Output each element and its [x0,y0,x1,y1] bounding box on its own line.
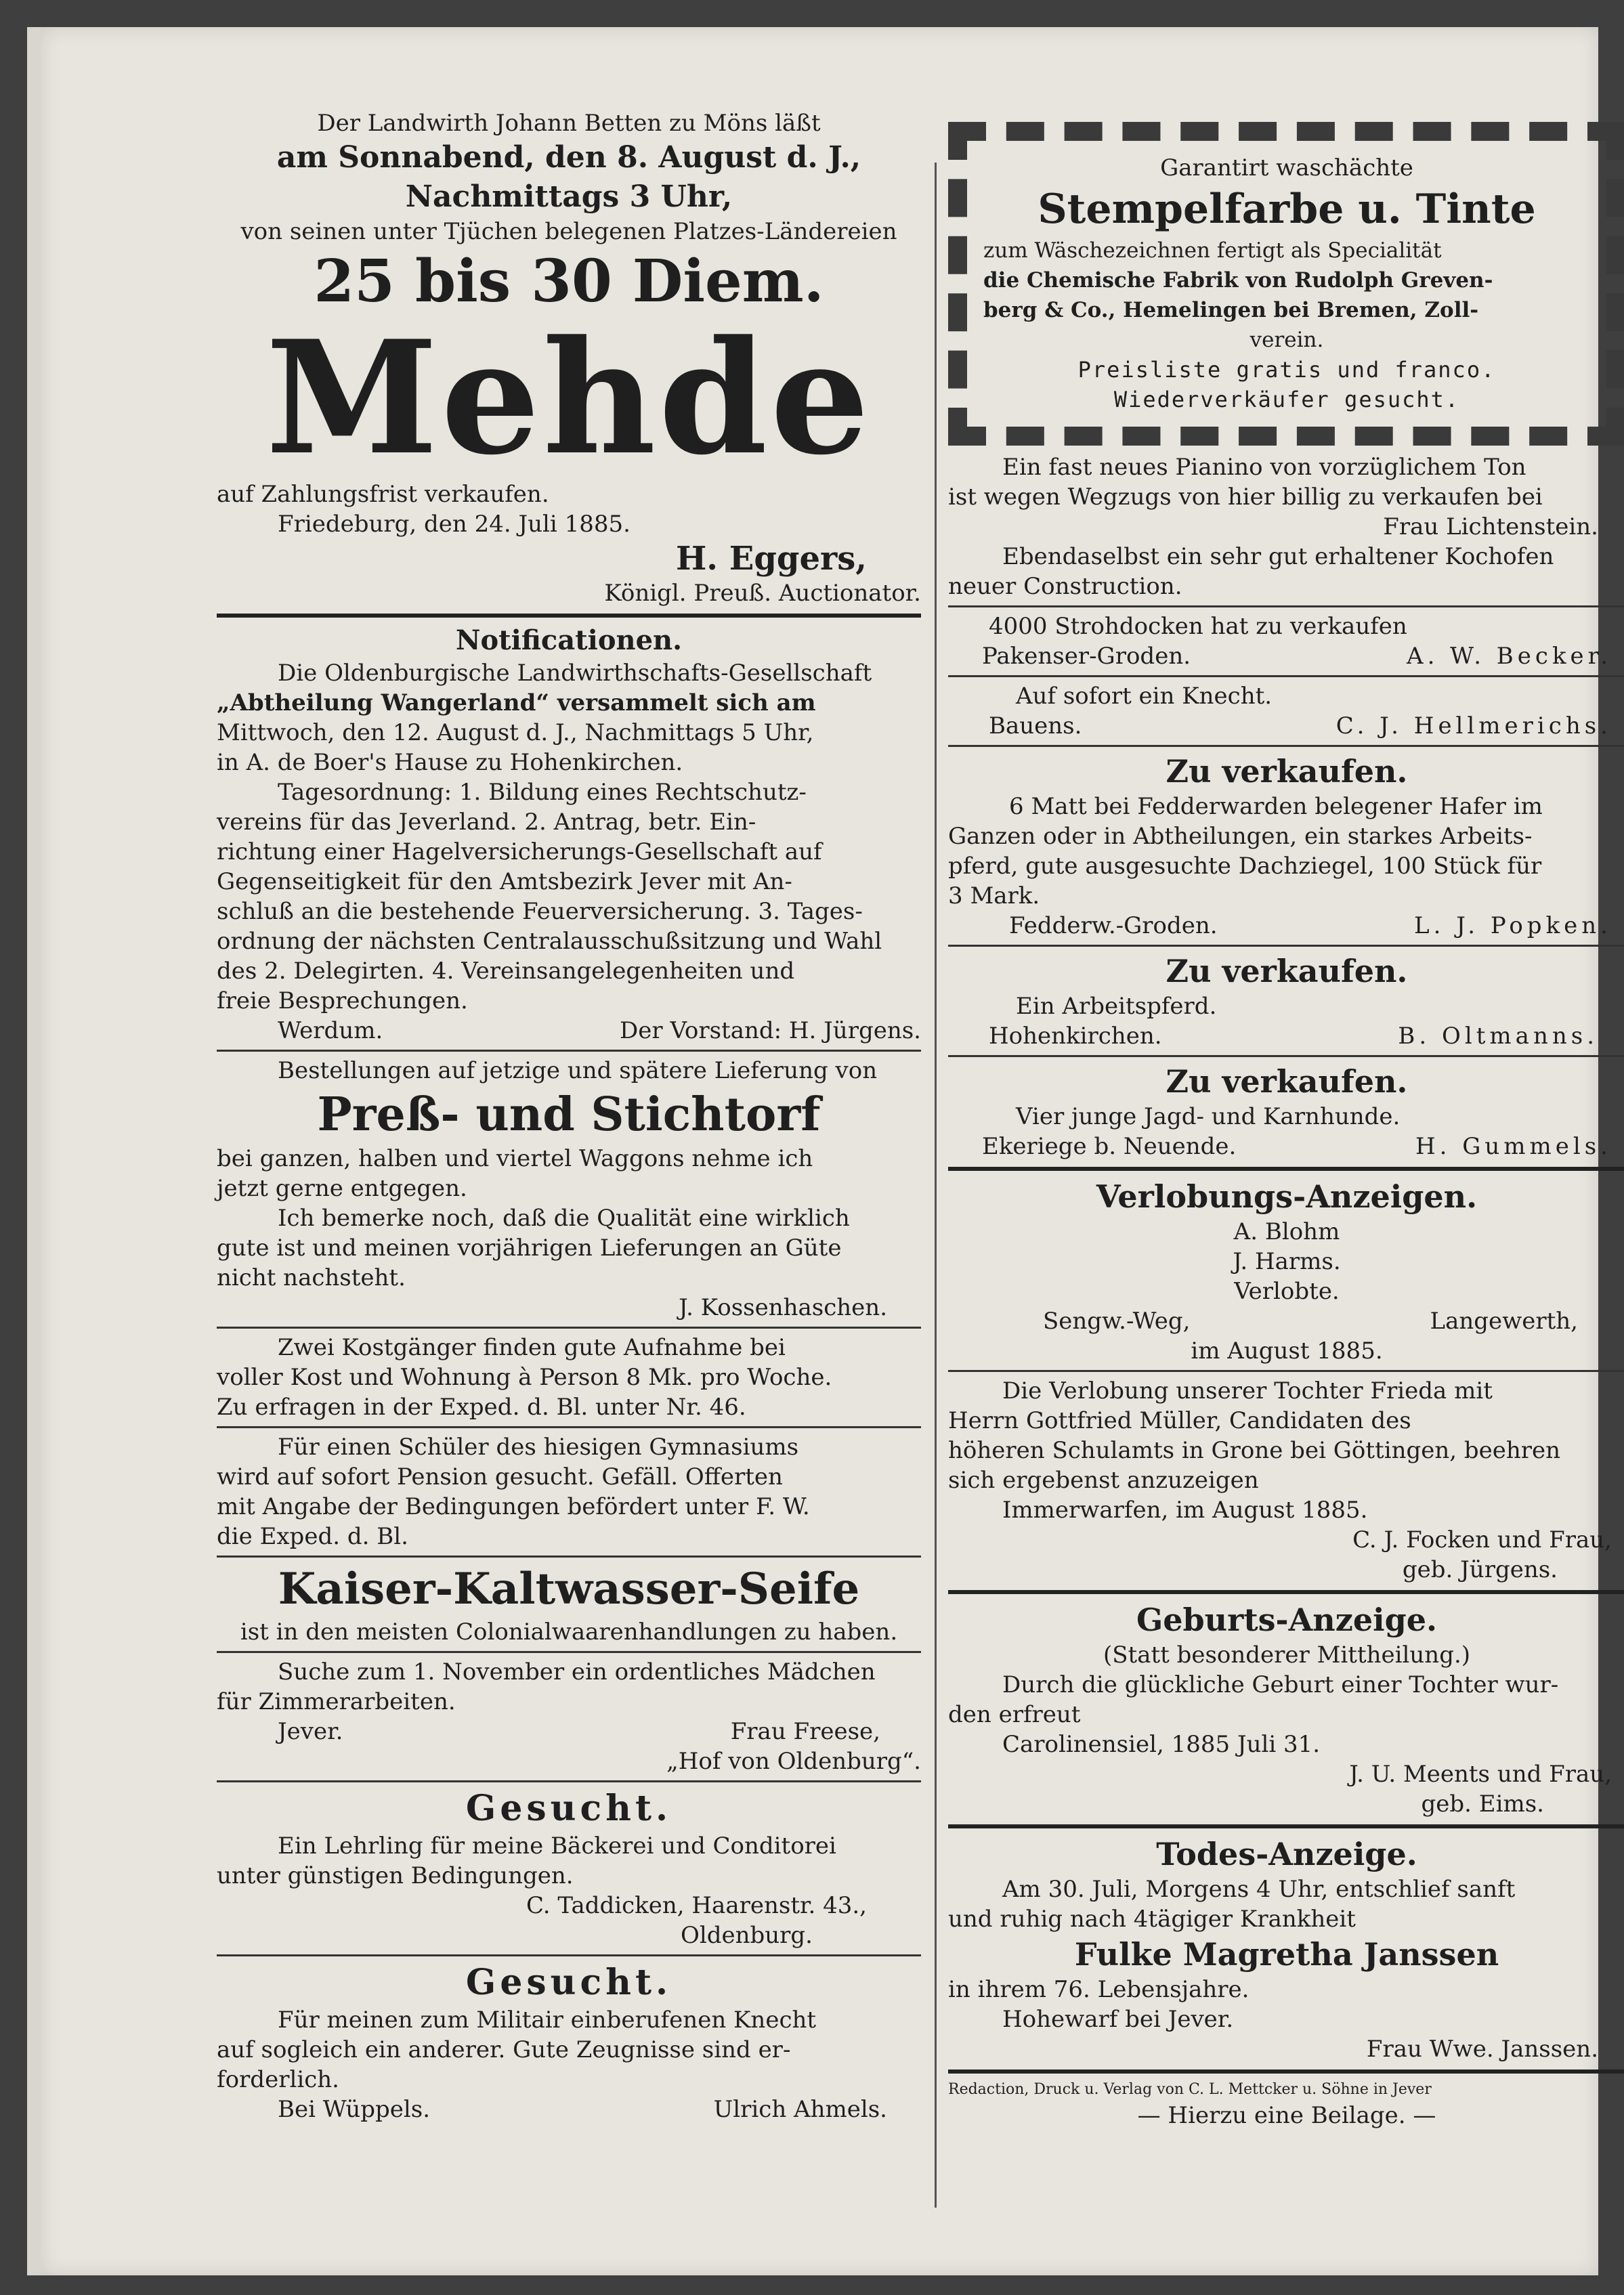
rule [948,2069,1624,2074]
supplement-note: — Hierzu eine Beilage. — [1137,2102,1436,2129]
rule [948,945,1624,947]
ad-verlobung [948,1176,1624,1366]
ad-headline: Stempelfarbe u. Tinte [1038,186,1536,233]
ad-signature: B. Oltmanns. [1398,1023,1598,1050]
ad-headline: Zu verkaufen. [1166,953,1408,989]
page-edge [27,27,37,2275]
ad-knecht [948,681,1624,741]
rule [217,1426,921,1428]
imprint-footer [948,2079,1624,2130]
ad-name: A. Blohm [1233,1218,1340,1245]
ad-name: J. Harms. [1233,1248,1341,1275]
rule [217,1050,921,1052]
ad-todesanzeige [948,1834,1624,2064]
signature-row [948,911,1624,941]
ad-date: am Sonnabend, den 8. August d. J., [276,140,861,175]
ad-line: Tagesordnung: 1. Bildung eines Rechtschutz- [278,779,807,806]
rule [948,1590,1624,1594]
ad-headline: Gesucht. [465,1962,672,2003]
ad-line: unter günstigen Bedingungen. [217,1862,574,1889]
signature-row [948,1021,1624,1051]
ad-line: Auf sofort ein Knecht. [1016,683,1273,710]
ad-line: bei ganzen, halben und viertel Waggons nehme ich [217,1145,813,1172]
ad-place: Langewerth, [1430,1308,1578,1335]
rule [948,1055,1624,1057]
ad-amount: 25 bis 30 Diem. [314,247,824,316]
ad-signature: L. J. Popken. [1414,912,1612,939]
rule [948,1370,1624,1372]
ad-line: auf Zahlungsfrist verkaufen. [217,481,549,508]
ad-place: Ekeriege b. Neuende. [982,1133,1237,1160]
ad-place: Sengw.-Weg, [1043,1308,1191,1335]
ad-line: höheren Schulamts in Grone bei Göttingen, beehren [948,1437,1561,1464]
ad-line: in A. de Boer's Hause zu Hohenkirchen. [217,749,683,776]
ad-line: sich ergebenst anzuzeigen [948,1467,1259,1494]
ad-place: Hohenkirchen. [989,1023,1162,1050]
ad-line: Hohewarf bei Jever. [1002,2006,1234,2033]
ad-mehde [217,108,921,608]
ad-place: Werdum. [278,1017,383,1044]
ad-signature-sub: geb. Eims. [1421,1790,1544,1818]
ad-line: ordnung der nächsten Centralausschußsitzung und Wahl [217,928,882,955]
ad-line: Ein fast neues Pianino von vorzüglichem Ton [1002,454,1526,481]
ad-line: für Zimmerarbeiten. [217,1688,456,1715]
ad-deceased-name: Fulke Magretha Janssen [1074,1936,1499,1973]
ad-signature-sub: Oldenburg. [680,1922,813,1949]
ad-verkauf-hafer [948,751,1624,941]
ad-headline: Kaiser-Kaltwasser-Seife [278,1564,860,1614]
ad-headline: Geburts-Anzeige. [1136,1602,1438,1638]
ad-signature: Frau Lichtenstein. [1383,513,1598,540]
ad-line: 4000 Strohdocken hat zu verkaufen [989,613,1407,640]
ad-signature: Der Vorstand: H. Jürgens. [620,1017,921,1044]
ad-line: zum Wäschezeichnen fertigt als Specialität [983,238,1442,263]
ad-line: Suche zum 1. November ein ordentliches Mädchen [278,1658,876,1686]
ad-verkauf-hunde [948,1061,1624,1161]
ad-line: den erfreut [948,1701,1081,1728]
ad-line: Garantirt waschächte [1160,154,1413,181]
ad-signature: Frau Wwe. Janssen. [1366,2036,1598,2063]
ad-kostgaenger [217,1333,921,1422]
ad-line: Verlobte. [1234,1278,1340,1305]
ad-place: Pakenser-Groden. [982,643,1191,670]
signature-row [948,1132,1624,1161]
signature-row [948,641,1624,671]
ad-line: Wiederverkäufer gesucht. [1113,387,1460,412]
signature-row [217,1016,921,1046]
ad-pianino [948,452,1624,601]
ad-seife [217,1562,921,1647]
ad-line: auf sogleich ein anderer. Gute Zeugnisse sind er- [217,2036,791,2063]
ad-line: Zwei Kostgänger finden gute Aufnahme bei [278,1334,786,1361]
ad-headline: Zu verkaufen. [1166,1063,1408,1100]
ad-signature-title: Königl. Preuß. Auctionator. [604,580,921,607]
ad-line: Der Landwirth Johann Betten zu Möns läßt [317,110,821,137]
ad-maedchen [217,1657,921,1776]
ad-line: Friedeburg, den 24. Juli 1885. [278,511,631,538]
imprint-line: Redaction, Druck u. Verlag von C. L. Mettcker u. Söhne in Jever [948,2081,1432,2098]
ad-line: von seinen unter Tjüchen belegenen Platzes-Ländereien [240,218,897,245]
ad-signature-sub: „Hof von Oldenburg“. [666,1748,921,1775]
ad-line: ist in den meisten Colonialwaarenhandlungen zu haben. [240,1618,898,1646]
ad-line: Für einen Schüler des hiesigen Gymnasiums [278,1434,799,1461]
ad-verkauf-pferd [948,951,1624,1051]
ad-signature: A. W. Becker. [1407,643,1612,670]
ad-line: Mittwoch, den 12. August d. J., Nachmittags 5 Uhr, [217,719,814,746]
rule [948,605,1624,607]
rule [217,1327,921,1329]
ad-line: Carolinensiel, 1885 Juli 31. [1002,1731,1321,1758]
left-column [217,108,921,2124]
right-column [948,122,1624,2130]
ad-signature: Ulrich Ahmels. [713,2096,887,2123]
ad-headline: Todes-Anzeige. [1156,1836,1417,1872]
ad-line: und ruhig nach 4tägiger Krankheit [948,1906,1356,1933]
ad-headline: Gesucht. [465,1788,672,1829]
ad-stempelfarbe-box [948,122,1624,446]
ad-line: 6 Matt bei Fedderwarden belegener Hafer im [1009,793,1543,820]
ad-line: Ganzen oder in Abtheilungen, ein starkes Arbeits- [948,823,1533,850]
ad-line: ist wegen Wegzugs von hier billig zu verkaufen bei [948,484,1543,511]
ad-signature: H. Eggers, [675,540,867,578]
ad-signature: J. U. Meents und Frau, [1349,1761,1612,1788]
ad-signature: Frau Freese, [730,1718,880,1745]
ad-line: 3 Mark. [948,882,1040,909]
ad-signature: H. Gummels. [1415,1133,1612,1160]
ad-schueler [217,1432,921,1551]
ad-strohdocken [948,612,1624,671]
rule [948,745,1624,747]
ad-place: Bauens. [989,712,1082,739]
newspaper-page [41,27,1612,2275]
ad-line: Ein Arbeitspferd. [1016,993,1217,1020]
ad-signature: J. Kossenhaschen. [679,1294,887,1321]
ad-signature-sub: geb. Jürgens. [1402,1556,1558,1583]
ad-line: berg & Co., Hemelingen bei Bremen, Zoll- [983,298,1479,322]
column-divider [935,163,937,2208]
ad-line: schluß an die bestehende Feuerversicherung. 3. Tages- [217,898,863,925]
ad-line: Vier junge Jagd- und Karnhunde. [1016,1103,1401,1130]
ad-signature: C. Taddicken, Haarenstr. 43., [526,1892,867,1919]
ad-signature: C. J. Hellmerichs. [1335,712,1612,739]
rule [948,675,1624,677]
ad-geburt [948,1600,1624,1819]
ad-line: forderlich. [217,2066,339,2093]
rule [948,1167,1624,1171]
ad-line: Gegenseitigkeit für den Amtsbezirk Jever mit An- [217,868,792,895]
ad-line: freie Besprechungen. [217,987,468,1014]
ad-line: vereins für das Jeverland. 2. Antrag, betr. Ein- [217,809,756,836]
ad-line: Bestellungen auf jetzige und spätere Lieferung von [278,1057,878,1084]
rule [217,1651,921,1653]
ad-line: des 2. Delegirten. 4. Vereinsangelegenheiten und [217,958,795,985]
rule [948,1824,1624,1828]
ad-time: Nachmittags 3 Uhr, [405,179,733,214]
ad-line: Herrn Gottfried Müller, Candidaten des [948,1407,1411,1434]
ad-line: Preisliste gratis und franco. [1077,357,1496,383]
ad-line: nicht nachsteht. [217,1264,406,1291]
rule [217,1780,921,1782]
ad-line: Die Verlobung unserer Tochter Frieda mit [1002,1377,1493,1404]
ad-headline: Verlobungs-Anzeigen. [1096,1178,1478,1215]
ad-verlobung-focken [948,1376,1624,1585]
ad-signature: C. J. Focken und Frau, [1352,1526,1612,1553]
ad-headline-mehde: Mehde [265,307,872,490]
ad-line: Am 30. Juli, Morgens 4 Uhr, entschlief sanft [1002,1876,1516,1903]
ad-date: im August 1885. [1191,1337,1383,1365]
ad-gesucht-lehrling [217,1786,921,1950]
signature-row [948,711,1624,741]
ad-line: wird auf sofort Pension gesucht. Gefäll. Offerten [217,1463,783,1490]
ad-line: jetzt gerne entgegen. [217,1175,467,1202]
rule [217,1954,921,1956]
ad-line: Zu erfragen in der Exped. d. Bl. unter Nr. 46. [217,1394,746,1421]
ad-line: voller Kost und Wohnung à Person 8 Mk. pro Woche. [217,1364,832,1391]
signature-row [217,2095,921,2124]
ad-line: die Exped. d. Bl. [217,1523,408,1550]
ad-line: in ihrem 76. Lebensjahre. [948,1976,1249,2003]
rule [217,1556,921,1558]
signature-row [217,1717,921,1746]
ad-place: Bei Wüppels. [278,2096,431,2123]
ad-torf [217,1056,921,1323]
ad-headline: Zu verkaufen. [1166,753,1408,790]
ad-line: pferd, gute ausgesuchte Dachziegel, 100 Stück für [948,853,1542,880]
ad-line: neuer Construction. [948,573,1182,600]
ad-gesucht-knecht [217,1960,921,2124]
ad-line: Ebendaselbst ein sehr gut erhaltener Kochofen [1002,543,1554,570]
ad-line: Ich bemerke noch, daß die Qualität eine wirklich [278,1205,850,1232]
ad-line: Durch die glückliche Geburt einer Tochter wur- [1002,1671,1559,1698]
ad-line: (Statt besonderer Mittheilung.) [1103,1642,1471,1669]
ad-line: Für meinen zum Militair einberufenen Knecht [278,2007,817,2034]
ad-place: Fedderw.-Groden. [1009,912,1218,939]
ad-headline: Preß- und Stichtorf [317,1088,821,1142]
ad-line: verein. [1249,328,1324,352]
place-row [948,1306,1624,1336]
ad-line: Immerwarfen, im August 1885. [1002,1497,1368,1524]
ad-line: richtung einer Hagelversicherungs-Gesellschaft auf [217,838,822,865]
ad-line: die Chemische Fabrik von Rudolph Greven- [983,268,1493,293]
ad-notifications [217,623,921,1046]
ad-line: Ein Lehrling für meine Bäckerei und Conditorei [278,1832,836,1860]
ad-line: gute ist und meinen vorjährigen Lieferungen an Güte [217,1235,842,1262]
section-title: Notificationen. [455,624,683,656]
ad-line: Die Oldenburgische Landwirthschafts-Gesellschaft [278,660,872,687]
rule [217,614,921,618]
ad-place: Jever. [278,1718,343,1745]
ad-line: mit Angabe der Bedingungen befördert unter F. W. [217,1493,810,1520]
ad-line: „Abtheilung Wangerland“ versammelt sich am [217,689,816,716]
